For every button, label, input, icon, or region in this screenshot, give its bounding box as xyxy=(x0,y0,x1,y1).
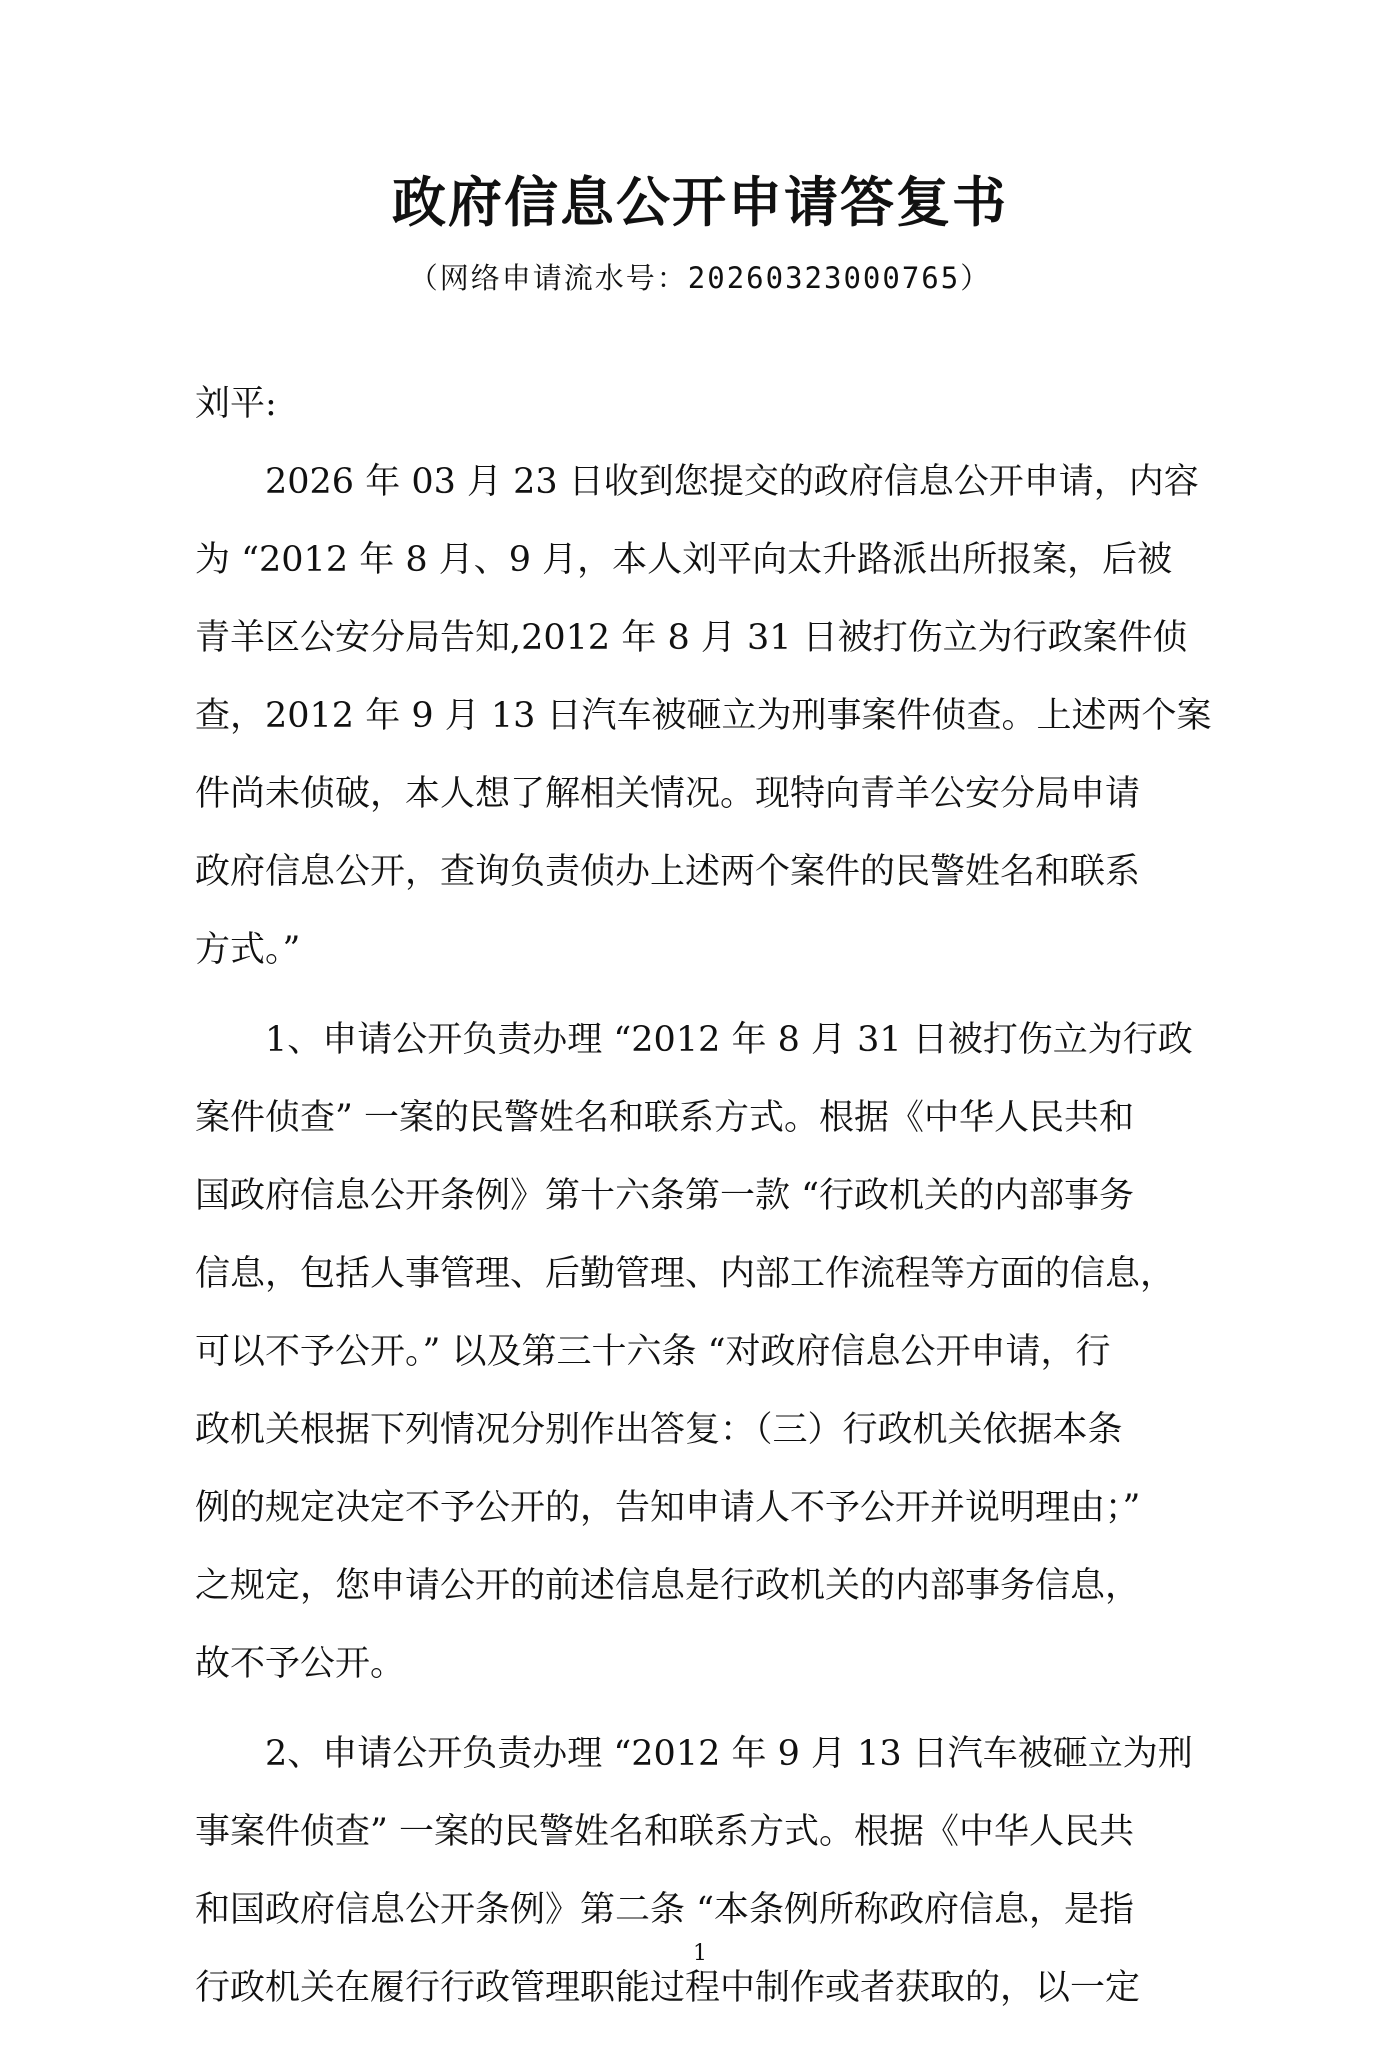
paragraph-line: 信息，包括人事管理、后勤管理、内部工作流程等方面的信息， xyxy=(195,1254,1176,1294)
paragraph-line: 2、申请公开负责办理 “2012 年 9 月 13 日汽车被砸立为刑 xyxy=(195,1734,1193,1774)
serial-number: （网络申请流水号：20260323000765） xyxy=(408,261,992,295)
paragraph-line: 2026 年 03 月 23 日收到您提交的政府信息公开申请，内容 xyxy=(195,462,1199,502)
paragraph-line: 方式。” xyxy=(195,930,301,970)
paragraph-line: 案件侦查” 一案的民警姓名和联系方式。根据《中华人民共和 xyxy=(195,1098,1135,1138)
paragraph-line: 例的规定决定不予公开的，告知申请人不予公开并说明理由；” xyxy=(195,1488,1141,1528)
paragraph-line: 行政机关在履行行政管理职能过程中制作或者获取的，以一定 xyxy=(195,1968,1141,2008)
paragraph-line: 之规定，您申请公开的前述信息是行政机关的内部事务信息， xyxy=(195,1566,1141,1606)
document-body xyxy=(195,365,1245,2027)
paragraph-line: 可以不予公开。” 以及第三十六条 “对政府信息公开申请，行 xyxy=(195,1332,1111,1372)
paragraph-line: 国政府信息公开条例》第十六条第一款 “行政机关的内部事务 xyxy=(195,1176,1135,1216)
document-title: 政府信息公开申请答复书 xyxy=(392,171,1008,234)
paragraph-line: 和国政府信息公开条例》第二条 “本条例所称政府信息，是指 xyxy=(195,1890,1135,1930)
paragraph-line: 1、申请公开负责办理 “2012 年 8 月 31 日被打伤立为行政 xyxy=(195,1020,1193,1060)
paragraph-line: 事案件侦查” 一案的民警姓名和联系方式。根据《中华人民共 xyxy=(195,1812,1135,1852)
paragraph-line: 件尚未侦破，本人想了解相关情况。现特向青羊公安分局申请 xyxy=(195,774,1141,814)
salutation: 刘平: xyxy=(195,384,277,424)
paragraph-line: 政府信息公开，查询负责侦办上述两个案件的民警姓名和联系 xyxy=(195,852,1141,892)
paragraph-line: 为 “2012 年 8 月、9 月，本人刘平向太升路派出所报案，后被 xyxy=(195,540,1173,580)
paragraph-line: 青羊区公安分局告知,2012 年 8 月 31 日被打伤立为行政案件侦 xyxy=(195,618,1188,658)
paragraph-line: 政机关根据下列情况分别作出答复：（三）行政机关依据本条 xyxy=(195,1410,1123,1450)
paragraph-line: 故不予公开。 xyxy=(195,1644,406,1684)
paragraph-line: 查，2012 年 9 月 13 日汽车被砸立为刑事案件侦查。上述两个案 xyxy=(195,696,1212,736)
page-number: 1 xyxy=(693,1941,707,1966)
